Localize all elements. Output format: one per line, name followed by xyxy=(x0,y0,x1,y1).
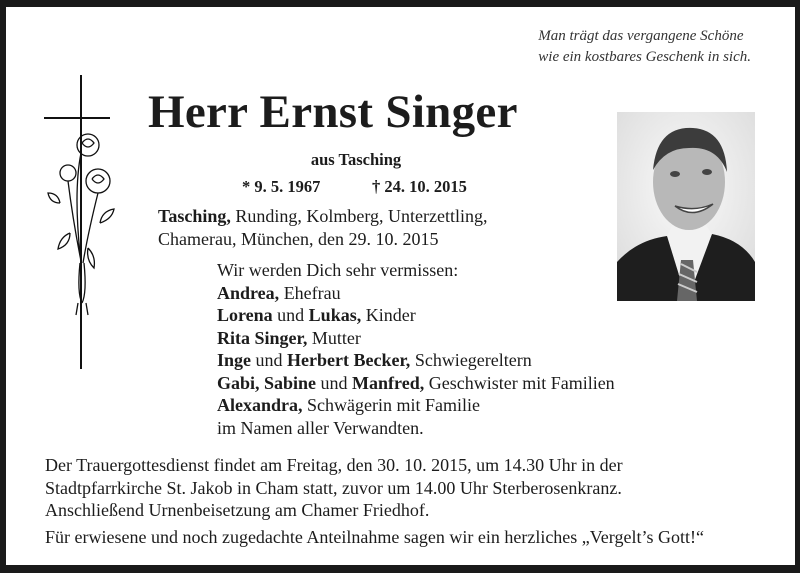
family-member: Rita Singer, Mutter xyxy=(217,327,361,348)
family-member: Alexandra, Schwägerin mit Familie xyxy=(217,395,480,415)
family-member: Lorena und Lukas, Kinder xyxy=(217,305,416,325)
portrait-photo xyxy=(617,112,755,301)
service-info: Der Trauergottesdienst findet am Freitag, den 30. 10. 2015, um 14.30 Uhr in der Stadtpfarrkirche St. Jakob in Cham statt, zuvor um 14.00 Uhr Sterberosenkranz. Anschließend Urnenbeisetzung am Chamer Friedhof. Für erwiesene und noch zugedachte Anteilnahme sagen wir ein herzliches „Vergelt’s Gott!“ xyxy=(45,455,704,547)
obituary-card xyxy=(6,7,795,565)
family-member: Andrea, Ehefrau xyxy=(217,282,341,303)
family-member: Inge und Herbert Becker, Schwiegereltern xyxy=(217,350,532,370)
birth-date: * 9. 5. 1967 xyxy=(242,177,321,196)
deceased-name: Herr Ernst Singer xyxy=(148,86,518,138)
family-member: Gabi, Sabine und Manfred, Geschwister mit Familien xyxy=(217,372,615,393)
family-list xyxy=(217,282,615,440)
quote: Man trägt das vergangene Schöne wie ein kostbares Geschenk in sich. xyxy=(538,28,751,65)
thanks: Für erwiesene und noch zugedachte Anteilnahme sagen wir ein herzliches „Vergelt’s Gott!“ xyxy=(45,526,704,547)
origin: aus Tasching xyxy=(310,150,402,169)
mourners: Wir werden Dich sehr vermissen: Andrea, Ehefrau Lorena und Lukas, Kinder Rita Singer, Mutter Inge und Herbert Becker, Schwiegereltern Gabi, Sabine und Manfred, Geschwister mit Familien Alexandra, Schwägerin mit Familie im Namen aller Verwandten. xyxy=(217,260,615,438)
place-date: Tasching, Runding, Kolmberg, Unterzettling, Chamerau, München, den 29. 10. 2015 xyxy=(158,206,488,249)
death-date: † 24. 10. 2015 xyxy=(372,177,467,196)
family-member: im Namen aller Verwandten. xyxy=(217,417,424,438)
cross-with-roses-icon xyxy=(40,73,120,373)
